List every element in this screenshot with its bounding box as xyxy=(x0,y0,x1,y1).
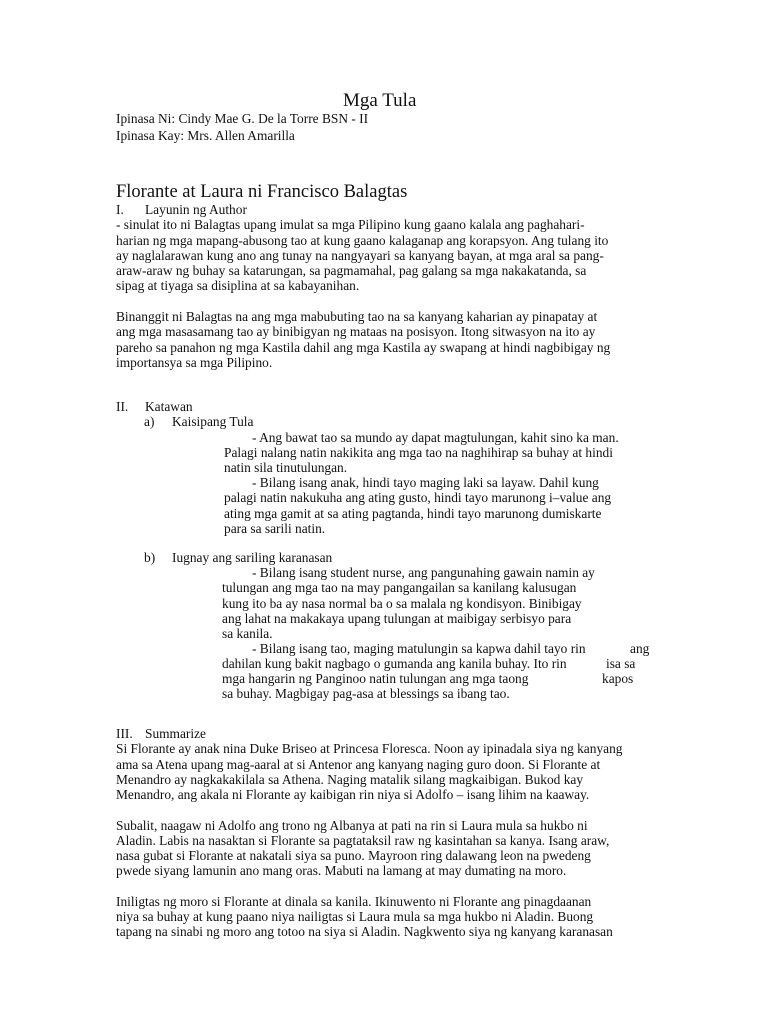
document-title: Mga Tula xyxy=(343,90,417,111)
section-1-label: Layunin ng Author xyxy=(145,202,247,217)
body-line: ang lahat na makakaya upang tulungan at maibigay serbisyo para xyxy=(222,611,572,626)
paragraph-line: - sinulat ito ni Balagtas upang imulat sa mga Pilipino kung gaano kalala ang paghahari- xyxy=(116,217,585,232)
paragraph-line: Subalit, naagaw ni Adolfo ang trono ng Albanya at pati na rin si Laura mula sa hukbo ni xyxy=(116,818,588,833)
body-line: tulungan ang mga tao na may pangangailan sa kanilang kalusugan xyxy=(222,580,577,595)
body-line: natin sila tinutulungan. xyxy=(224,460,348,475)
submitted-by: Ipinasa Ni: Cindy Mae G. De la Torre BSN - II xyxy=(116,111,369,126)
section-2-number: II. xyxy=(116,399,129,414)
paragraph-line: araw-araw ng buhay sa katarungan, sa pagmamahal, pag galang sa mga nakakatanda, sa xyxy=(116,263,587,278)
body-line: - Ang bawat tao sa mundo ay dapat magtulungan, kahit sino ka man. xyxy=(252,430,619,445)
body-line: - Bilang isang tao, maging matulungin sa kapwa dahil tayo rin xyxy=(252,641,586,656)
section-2-label: Katawan xyxy=(145,399,193,414)
paragraph-line: pwede siyang lamunin ano mang oras. Mabuti na lamang at may dumating na moro. xyxy=(116,863,567,878)
section-heading: Florante at Laura ni Francisco Balagtas xyxy=(116,182,408,202)
subsection-a-label: Kaisipang Tula xyxy=(172,414,254,429)
paragraph-line: ang mga masasamang tao ay binibigyan ng mataas na posisyon. Itong sitwasyon na ito ay xyxy=(116,324,596,339)
body-line: mga hangarin ng Panginoo natin tulungan ang mga taong xyxy=(222,671,529,686)
body-line-tail: ang xyxy=(630,641,650,656)
paragraph-line: Aladin. Labis na nasaktan si Florante sa pagtataksil raw ng kasintahan sa kanya. Isang araw, xyxy=(116,833,610,848)
body-line: para sa sarili natin. xyxy=(224,521,326,536)
body-line: palagi natin nakukuha ang ating gusto, hindi tayo marunong i–value ang xyxy=(224,490,612,505)
body-line: ating mga gamit at sa ating pagtanda, hindi tayo marunong dumiskarte xyxy=(224,506,602,521)
subsection-b-label: Iugnay ang sariling karanasan xyxy=(172,550,333,565)
body-line: sa kanila. xyxy=(222,626,273,641)
paragraph-line: niya sa buhay at kung paano niya nailigtas si Laura mula sa mga hukbo ni Aladin. Buong xyxy=(116,909,594,924)
body-line-tail: kapos xyxy=(602,671,634,686)
paragraph-line: Binanggit ni Balagtas na ang mga mabubuting tao na sa kanyang kaharian ay pinapatay at xyxy=(116,309,598,324)
paragraph-line: importansya sa mga Pilipino. xyxy=(116,355,273,370)
body-line: sa buhay. Magbigay pag-asa at blessings sa ibang tao. xyxy=(222,686,510,701)
paragraph-line: Menandro, ang akala ni Florante ay kaibigan rin niya si Adolfo – isang lihim na kaaway. xyxy=(116,787,590,802)
paragraph-line: sipag at tiyaga sa disiplina at sa kabayanihan. xyxy=(116,278,360,293)
subsection-a-marker: a) xyxy=(144,414,155,429)
section-3-label: Summarize xyxy=(145,726,206,741)
section-1-number: I. xyxy=(116,202,124,217)
paragraph-line: nasa gubat si Florante at nakatali siya sa puno. Mayroon ring dalawang leon na pwedeng xyxy=(116,848,591,863)
body-line: Palagi nalang natin nakikita ang mga tao na naghihirap sa buhay at hindi xyxy=(224,445,613,460)
paragraph-line: ay naglalarawan kung ano ang tunay na nangyayari sa kanyang bayan, at mga aral sa pang- xyxy=(116,248,604,263)
paragraph-line: Si Florante ay anak nina Duke Briseo at Princesa Floresca. Noon ay ipinadala siya ng kanyang xyxy=(116,741,623,756)
submitted-to: Ipinasa Kay: Mrs. Allen Amarilla xyxy=(116,128,295,143)
body-line: - Bilang isang anak, hindi tayo maging laki sa layaw. Dahil kung xyxy=(252,475,599,490)
subsection-b-marker: b) xyxy=(144,550,156,565)
body-line: - Bilang isang student nurse, ang pangunahing gawain namin ay xyxy=(252,565,595,580)
body-line: dahilan kung bakit nagbago o gumanda ang kanila buhay. Ito rin xyxy=(222,656,567,671)
paragraph-line: pareho sa panahon ng mga Kastila dahil ang mga Kastila ay swapang at hindi nagbibigay ng xyxy=(116,340,611,355)
body-line: kung ito ba ay nasa normal ba o sa malala ng kondisyon. Binibigay xyxy=(222,596,582,611)
paragraph-line: harian ng mga mapang-abusong tao at kung gaano kalaganap ang korapsyon. Ang tulang ito xyxy=(116,233,609,248)
body-line-tail: isa sa xyxy=(606,656,636,671)
paragraph-line: tapang na sinabi ng moro ang totoo na siya si Aladin. Nagkwento siya ng kanyang karanasan xyxy=(116,924,613,939)
section-3-number: III. xyxy=(116,726,133,741)
paragraph-line: Iniligtas ng moro si Florante at dinala sa kanila. Ikinuwento ni Florante ang pinagdaanan xyxy=(116,894,592,909)
paragraph-line: ama sa Atena upang mag-aaral at si Antenor ang kanyang naging guro doon. Si Florante at xyxy=(116,757,601,772)
paragraph-line: Menandro ay nagkakakilala sa Athena. Naging matalik silang magkaibigan. Bukod kay xyxy=(116,772,584,787)
